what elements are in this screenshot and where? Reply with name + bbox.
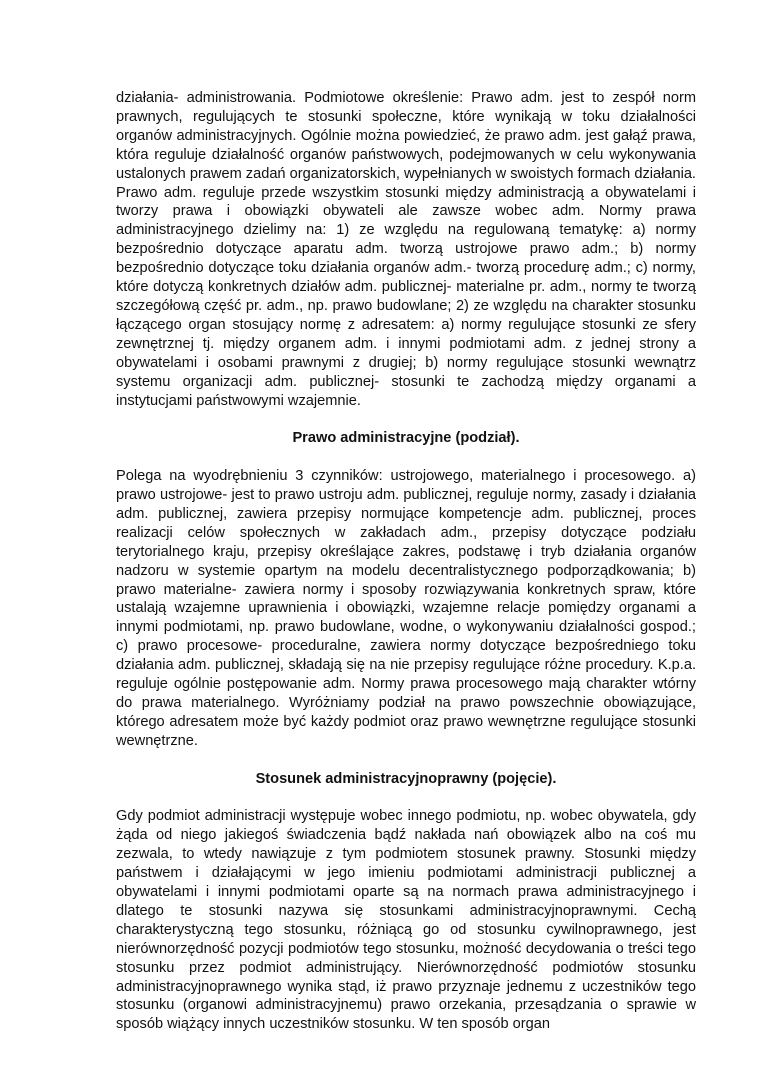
- heading-administrative-law-division: Prawo administracyjne (podział).: [292, 430, 520, 447]
- paragraph-gap: [116, 448, 696, 467]
- paragraph-administrative-legal-relation: Gdy podmiot administracji występuje wobec innego podmiotu, np. wobec obywatela, gdy żąda od niego jakiegoś świadczenia bądź nakłada nań obowiązek albo na coś mu zezwala, to wtedy nawiązuje z tym podmiotem stosunek prawny. Stosunki między państwem i działającymi w jego imieniu podmiotami administracji publicznej a obywatelami i innymi podmiotami oparte są na normach prawa administracyjnego i dlatego te stosunki nazywa się stosunkami administracyjnoprawnymi. Cechą charakterystyczną tego stosunku, różniącą go od stosunku cywilnoprawnego, jest nierównorzędność pozycji podmiotów tego stosunku, możność decydowania o treści tego stosunku przez podmiot administrujący. Nierównorzędność podmiotów stosunku administracyjnoprawnego wynika stąd, iż prawo przyznaje jednemu z uczestników tego stosunku (organowi administracyjnemu) prawo orzekania, przesądzania o sprawie w sposób wiążący innych uczestników stosunku. W ten sposób organ: [116, 808, 696, 1033]
- paragraph-administrative-law-division: Polega na wyodrębnieniu 3 czynników: ustrojowego, materialnego i procesowego. a) prawo ustrojowe- jest to prawo ustroju adm. publicznej, reguluje normy, zasady i działania adm. publicznej, zawiera przepisy normujące kompetencje adm. publicznej, proces realizacji celów społecznych w zakładach adm., przepisy dotyczące podziału terytorialnego kraju, przepisy określające zakres, podstawę i tryb działania organów nadzoru w systemie opartym na modelu decentralistycznego podporządkowania; b) prawo materialne- zawiera normy i sposoby rozwiązywania konkretnych spraw, które ustalają wzajemne uprawnienia i obowiązki, wzajemne relacje pomiędzy organami a innymi podmiotami, np. prawo budowlane, wodne, o wykonywaniu działalności gospod.; c) prawo procesowe- proceduralne, zawiera normy dotyczące bezpośredniego toku działania adm. publicznej, składają się na nie przepisy regulujące różne procedury. K.p.a. reguluje ogólnie postępowanie adm. Normy prawa procesowego mają charakter wtórny do prawa materialnego. Wyróżniamy podział na prawo powszechnie obowiązujące, którego adresatem może być każdy podmiot oraz prawo wewnętrzne regulujące stosunki wewnętrzne.: [116, 468, 696, 749]
- heading-administrative-legal-relation: Stosunek administracyjnoprawny (pojęcie).: [255, 770, 557, 787]
- paragraph-gap: [116, 751, 696, 770]
- paragraph-administrative-law-definition: działania- administrowania. Podmiotowe określenie: Prawo adm. jest to zespół norm prawnych, regulujących te stosunki społeczne, które wynikają w toku działalności organów administracyjnych. Ogólnie można powiedzieć, że prawo adm. jest gałąź prawa, która reguluje działalność organów państwowych, podejmowanych w celu wykonywania ustalonych prawem zadań organizatorskich, wypełnianych w swoistych formach działania. Prawo adm. reguluje przede wszystkim stosunki między administracją a obywatelami i tworzy prawa i obowiązki obywateli ale zawsze wobec adm. Normy prawa administracyjnego dzielimy na: 1) ze względu na regulowaną tematykę: a) normy bezpośrednio dotyczące aparatu adm. tworzą ustrojowe prawo adm.; b) normy bezpośrednio dotyczące toku działania organów adm.- tworzą procedurę adm.; c) normy, które dotyczą konkretnych działów adm. publicznej- materialne pr. adm., normy te tworzą szczegółową część pr. adm., np. prawo budowlane; 2) ze względu na charakter stosunku łączącego organ stosujący normę z adresatem: a) normy regulujące stosunki ze sfery zewnętrznej tj. między organem adm. i innymi podmiotami adm. z jednej strony a obywatelami i osobami prawnymi z drugiej; b) normy regulujące stosunki wewnątrz systemu organizacji adm. publicznej- stosunki te zachodzą między organami a instytucjami państwowymi wzajemnie.: [116, 90, 696, 409]
- document-page: [116, 89, 696, 1034]
- paragraph-gap: [116, 788, 696, 807]
- paragraph-gap: [116, 410, 696, 429]
